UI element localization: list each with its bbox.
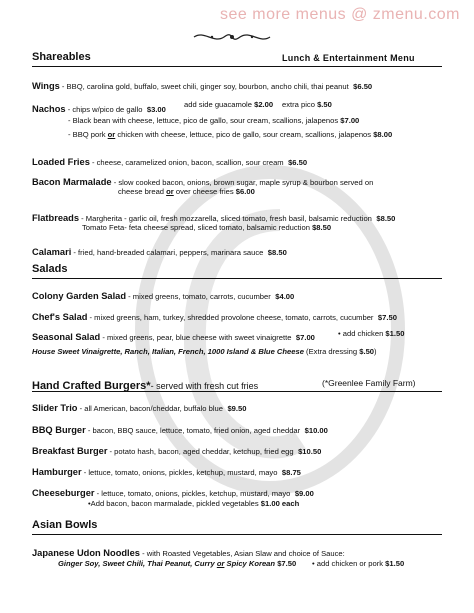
item-price: $8.50 bbox=[267, 248, 287, 257]
salads-rule bbox=[32, 278, 442, 279]
burgers-subtitle: - served with fresh cut fries bbox=[150, 381, 259, 391]
desc: Tomato Feta- feta cheese spread, sliced tomato, balsamic reduction bbox=[82, 223, 310, 232]
item-price: $9.00 bbox=[294, 489, 314, 498]
menu-item-slider-trio bbox=[32, 398, 246, 416]
item-desc: - cheese, caramelized onion, bacon, scallion, sour cream bbox=[89, 158, 284, 167]
item-name: Hamburger bbox=[32, 467, 82, 477]
item-name: Calamari bbox=[32, 247, 72, 257]
add-price: $1.50 bbox=[385, 559, 405, 568]
item-name: Chef's Salad bbox=[32, 312, 88, 322]
item-price: $6.00 bbox=[235, 187, 255, 196]
add-price: $1.50 bbox=[385, 329, 405, 338]
menu-title: Lunch & Entertainment Menu bbox=[282, 53, 415, 63]
item-name: Bacon Marmalade bbox=[32, 177, 112, 187]
menu-item-hamburger bbox=[32, 462, 301, 480]
item-desc: - with Roasted Vegetables, Asian Slaw and choice of Sauce: bbox=[139, 549, 345, 558]
item-price: $7.00 bbox=[295, 333, 315, 342]
item-price: $3.00 bbox=[146, 105, 166, 114]
greenlee-farm-note: (*Greenlee Family Farm) bbox=[322, 378, 416, 388]
option-price: $7.00 bbox=[340, 116, 360, 125]
item-price: $6.50 bbox=[353, 82, 373, 91]
pico-price: $.50 bbox=[317, 100, 332, 109]
menu-item-colony-garden-salad bbox=[32, 286, 294, 304]
desc-or: or bbox=[166, 187, 174, 196]
option-desc: - Black bean with cheese, lettuce, pico de gallo, sour cream, scallions, jalapenos bbox=[68, 116, 339, 125]
nachos-option-bbq-pork bbox=[68, 130, 392, 139]
item-desc: - all American, bacon/cheddar, buffalo blue bbox=[77, 404, 223, 413]
item-name: BBQ Burger bbox=[32, 425, 86, 435]
item-name: Seasonal Salad bbox=[32, 332, 101, 342]
item-price: $4.00 bbox=[275, 292, 295, 301]
item-desc: - lettuce, tomato, onions, pickles, ketchup, mustard, mayo bbox=[81, 468, 278, 477]
section-title-salads: Salads bbox=[32, 263, 68, 275]
item-name: Colony Garden Salad bbox=[32, 291, 127, 301]
menu-item-loaded-fries bbox=[32, 152, 307, 170]
dressing-list: House Sweet Vinaigrette, Ranch, Italian, French, 1000 Island & Blue Cheese bbox=[32, 347, 304, 356]
seasonal-add-chicken bbox=[338, 329, 404, 338]
menu-item-wings bbox=[32, 76, 372, 94]
item-name: Japanese Udon Noodles bbox=[32, 548, 140, 558]
item-name: Breakfast Burger bbox=[32, 446, 108, 456]
extra-dressing-label: (Extra dressing bbox=[306, 347, 358, 356]
menu-item-seasonal-salad bbox=[32, 327, 315, 345]
menu-item-breakfast-burger bbox=[32, 441, 321, 459]
item-desc: - mixed greens, pear, blue cheese with sweet vinaigrette bbox=[100, 333, 292, 342]
item-name: Wings bbox=[32, 81, 60, 91]
burger-addons bbox=[88, 499, 299, 508]
udon-sauces bbox=[58, 559, 296, 568]
extra-dressing-price: $.50 bbox=[359, 347, 375, 356]
menu-item-bbq-burger bbox=[32, 420, 328, 438]
section-title-shareables: Shareables bbox=[32, 51, 91, 63]
option-desc-a: - BBQ pork bbox=[68, 130, 108, 139]
extra-dressing-close: ) bbox=[374, 347, 377, 356]
asian-rule bbox=[32, 534, 442, 535]
item-desc: - mixed greens, tomato, carrots, cucumber bbox=[126, 292, 271, 301]
item-desc: - lettuce, tomato, onions, pickles, ketchup, mustard, mayo bbox=[94, 489, 291, 498]
option-desc-b: chicken with cheese, lettuce, pico de gallo, sour cream, scallions, jalapenos bbox=[115, 130, 372, 139]
salad-dressings bbox=[32, 347, 377, 356]
nachos-pico bbox=[282, 100, 332, 109]
item-desc: - chips w/pico de gallo bbox=[65, 105, 143, 114]
bacon-marmalade-line2 bbox=[118, 187, 255, 196]
item-price: $8.50 bbox=[312, 223, 332, 232]
item-name: Loaded Fries bbox=[32, 157, 90, 167]
item-price: $10.00 bbox=[304, 426, 328, 435]
header-rule bbox=[32, 66, 442, 67]
guac-label: add side guacamole bbox=[184, 100, 252, 109]
nachos-option-black-bean bbox=[68, 116, 359, 125]
item-price: $7.50 bbox=[377, 313, 397, 322]
item-price: $9.50 bbox=[227, 404, 247, 413]
addons-label: •Add bacon, bacon marmalade, pickled vegetables bbox=[88, 499, 259, 508]
item-desc: - Margherita - garlic oil, fresh mozzarella, sliced tomato, fresh basil, balsamic reduction bbox=[79, 214, 372, 223]
item-price: $8.75 bbox=[281, 468, 301, 477]
menu-item-nachos bbox=[32, 99, 166, 117]
desc-a: cheese bread bbox=[118, 187, 167, 196]
option-or: or bbox=[107, 130, 116, 139]
item-desc: - BBQ, carolina gold, buffalo, sweet chili, ginger soy, bourbon, ancho chili, thai peanut bbox=[59, 82, 349, 91]
item-name: Slider Trio bbox=[32, 403, 78, 413]
addons-price: $1.00 each bbox=[260, 499, 300, 508]
flatbreads-tomato-feta bbox=[82, 223, 331, 232]
sauce-list-a: Ginger Soy, Sweet Chili, Thai Peanut, Curry bbox=[58, 559, 217, 568]
item-desc: - fried, hand-breaded calamari, peppers, marinara sauce bbox=[71, 248, 264, 257]
sauce-list-b: Spicy Korean bbox=[224, 559, 276, 568]
menu-item-calamari bbox=[32, 242, 287, 260]
add-label: • add chicken or pork bbox=[312, 559, 384, 568]
item-desc: - mixed greens, ham, turkey, shredded provolone cheese, tomato, carrots, cucumber bbox=[87, 313, 374, 322]
add-label: • add chicken bbox=[338, 329, 384, 338]
item-name: Nachos bbox=[32, 104, 66, 114]
item-price: $10.50 bbox=[298, 447, 322, 456]
pico-label: extra pico bbox=[282, 100, 315, 109]
udon-add-protein bbox=[312, 559, 404, 568]
item-desc: - slow cooked bacon, onions, brown sugar, maple syrup & bourbon served on bbox=[111, 178, 374, 187]
item-price: $6.50 bbox=[288, 158, 308, 167]
item-desc: - potato hash, bacon, aged cheddar, ketchup, fried egg bbox=[107, 447, 294, 456]
watermark-text: see more menus @ zmenu.com bbox=[220, 6, 460, 23]
item-price: $7.50 bbox=[277, 559, 297, 568]
option-price: $8.00 bbox=[373, 130, 393, 139]
menu-item-chefs-salad bbox=[32, 307, 397, 325]
guac-price: $2.00 bbox=[254, 100, 274, 109]
item-price: $8.50 bbox=[376, 214, 396, 223]
item-name: Cheeseburger bbox=[32, 488, 95, 498]
item-name: Flatbreads bbox=[32, 213, 80, 223]
item-desc: - bacon, BBQ sauce, lettuce, tomato, fried onion, aged cheddar bbox=[85, 426, 301, 435]
burgers-rule bbox=[32, 391, 442, 392]
section-title-burgers: Hand Crafted Burgers* bbox=[32, 380, 151, 392]
nachos-guac bbox=[184, 100, 273, 109]
section-title-asian-bowls: Asian Bowls bbox=[32, 519, 98, 531]
desc-b: over cheese fries bbox=[173, 187, 234, 196]
sauce-or: or bbox=[216, 559, 225, 568]
